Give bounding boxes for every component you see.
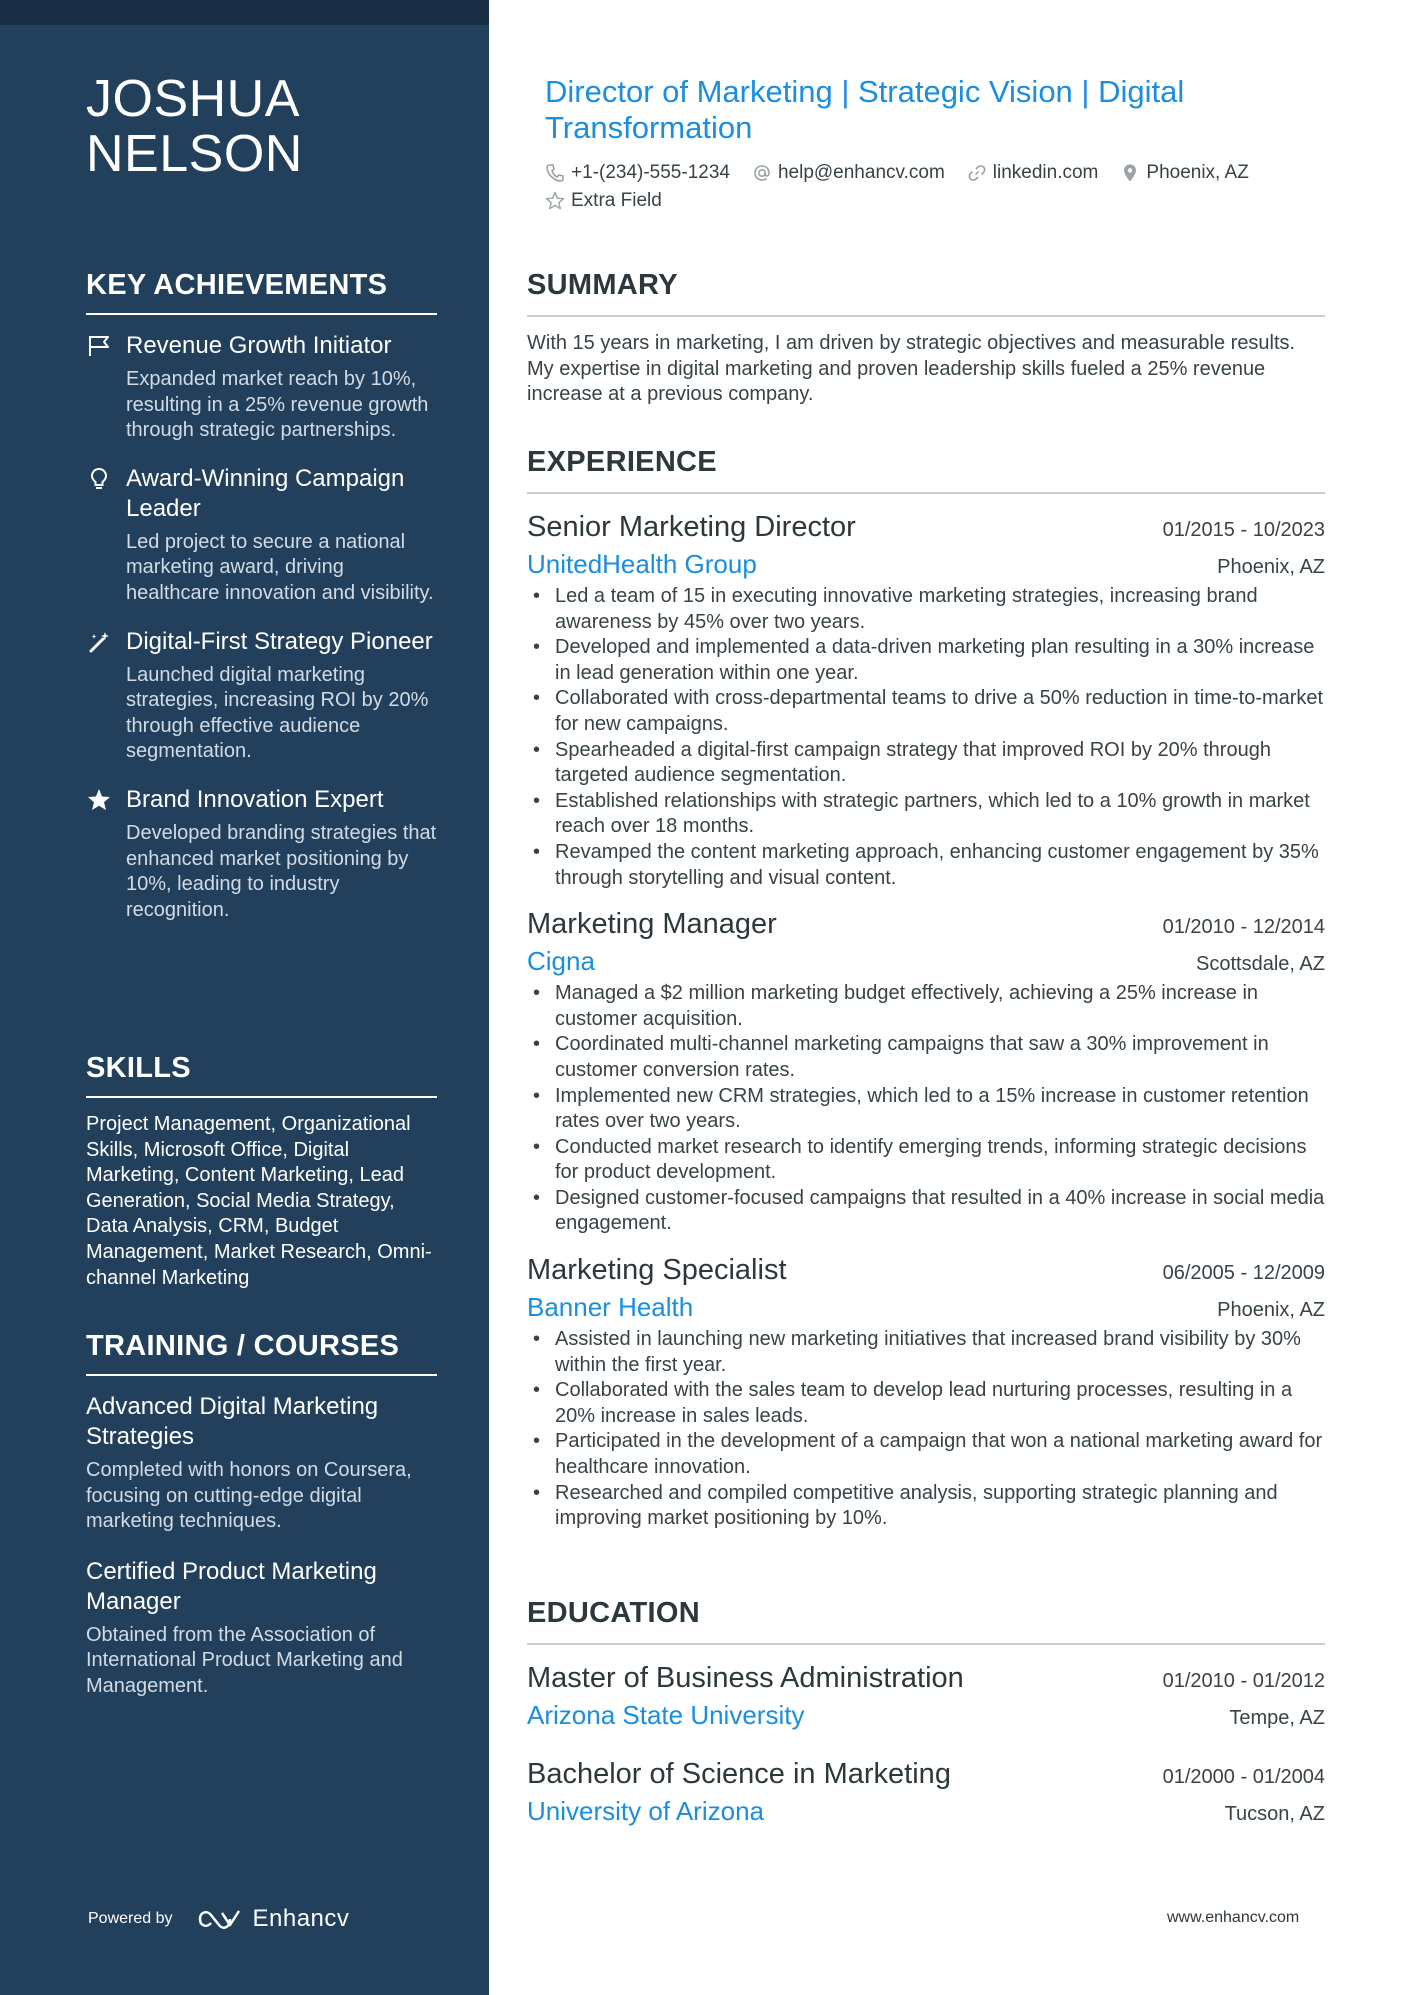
powered-by-label: Powered by [88,1910,173,1927]
achievement-title: Revenue Growth Initiator [126,332,392,359]
achievement-item [86,331,437,444]
job-dates: 01/2010 - 12/2014 [1162,916,1325,939]
candidate-name [86,72,466,182]
course-title: Advanced Digital Marketing Strategies [86,1393,379,1450]
contact-text: Phoenix, AZ [1146,162,1249,183]
contact-email[interactable] [752,162,945,184]
education-section [527,1595,1325,1829]
education-dates: 01/2000 - 01/2004 [1162,1766,1325,1788]
bullet-item: • Researched and compiled competitive analysis, supporting strategic planning and improving market positioning by 10%. [527,1481,1325,1532]
course-item [86,1392,437,1535]
powered-by [88,1905,349,1933]
bullet-item: • Designed customer-focused campaigns that resulted in a 40% increase in social media engagement. [527,1186,1325,1237]
job-entry [527,1251,1325,1532]
school: University of Arizona [527,1796,764,1826]
training-section [86,1328,437,1700]
achievement-title: Brand Innovation Expert [126,785,384,813]
job-location: Phoenix, AZ [1217,556,1325,578]
degree: Master of Business Administration [527,1662,964,1694]
bullet-item: • Collaborated with the sales team to develop lead nurturing processes, resulting in a 20% increase in sales leads. [527,1378,1325,1429]
bullet-item: • Coordinated multi-channel marketing campaigns that saw a 30% improvement in customer conversion rates. [527,1032,1325,1083]
bullet-item: • Spearheaded a digital-first campaign strategy that improved ROI by 20% through targeted audience segmentation. [527,738,1325,789]
job-entry [527,508,1325,891]
job-dates: 01/2015 - 10/2023 [1162,519,1325,541]
job-dates: 06/2005 - 12/2009 [1162,1262,1325,1285]
contact-text: Extra Field [571,190,662,211]
achievement-description: Developed branding strategies that enhanced market positioning by 10%, leading to industry recognition. [126,821,437,921]
bullet-item: • Managed a $2 million marketing budget effectively, achieving a 25% increase in customer acquisition. [527,981,1325,1032]
location-icon [1120,163,1140,183]
sidebar [0,0,489,1995]
contact-phone[interactable] [545,162,730,184]
education-dates: 01/2010 - 01/2012 [1162,1670,1325,1692]
section-title: EDUCATION [527,1595,1325,1645]
bullet-item: • Implemented new CRM strategies, which led to a 15% increase in customer retention rates over two years. [527,1084,1325,1135]
enhancv-logo-icon [197,1906,243,1932]
bullet-item: • Developed and implemented a data-driven marketing plan resulting in a 30% increase in lead generation within one year. [527,635,1325,686]
skills-list: Project Management, Organizational Skills, Microsoft Office, Digital Marketing, Content Marketing, Lead Generation, Social Media Strategy, Data Analysis, CRM, Budget Management, Market Research, Omni-channel Marketing [86,1113,432,1289]
contact-text: +1-(234)-555-1234 [571,162,730,183]
flag-icon [86,333,112,359]
phone-icon [545,163,565,183]
contact-text: help@enhancv.com [777,162,945,183]
education-entry [527,1659,1325,1733]
key-achievements-section [86,267,437,923]
degree: Bachelor of Science in Marketing [527,1758,951,1790]
education-location: Tempe, AZ [1229,1707,1325,1729]
achievement-description: Led project to secure a national marketing award, driving healthcare innovation and visibility. [126,530,434,604]
achievement-description: Expanded market reach by 10%, resulting in a 25% revenue growth through strategic partnerships. [126,368,429,442]
achievement-title: Digital-First Strategy Pioneer [126,627,433,655]
job-title: Marketing Specialist [527,1254,787,1287]
job-location: Phoenix, AZ [1217,1299,1325,1322]
bullet-item: • Participated in the development of a campaign that won a national marketing award for healthcare innovation. [527,1429,1325,1480]
last-name: NELSON [86,125,303,183]
job-company: UnitedHealth Group [527,549,757,579]
bullet-item: • Assisted in launching new marketing initiatives that increased brand visibility by 30% within the first year. [527,1327,1325,1378]
job-location: Scottsdale, AZ [1196,953,1325,976]
school: Arizona State University [527,1700,805,1730]
job-title: Marketing Manager [527,908,777,941]
contact-link[interactable] [967,162,1099,184]
first-name: JOSHUA [86,70,300,128]
achievement-title: Award-Winning Campaign Leader [126,464,405,522]
magic-wand-icon [86,629,112,655]
achievement-description: Launched digital marketing strategies, increasing ROI by 20% through effective audience segmentation. [126,663,429,763]
headline: Director of Marketing | Strategic Vision | Digital Transformation [545,74,1185,145]
course-title: Certified Product Marketing Manager [86,1557,377,1615]
summary-text: With 15 years in marketing, I am driven by strategic objectives and measurable results. My expertise in digital marketing and proven leadership skills fueled a 25% revenue increase at a previous company. [527,332,1296,406]
section-title: SUMMARY [527,267,1325,317]
bullet-item: • Established relationships with strategic partners, which led to a 10% growth in market reach over 18 months. [527,789,1325,840]
star-icon [86,787,112,813]
experience-section [527,444,1325,1532]
course-description: Completed with honors on Coursera, focusing on cutting-edge digital marketing techniques. [86,1459,412,1533]
section-title: TRAINING / COURSES [86,1328,437,1376]
job-bullets [527,981,1325,1237]
course-item [86,1557,437,1700]
at-icon [752,163,772,183]
bullet-item: • Collaborated with cross-departmental teams to drive a 50% reduction in time-to-market for new campaigns. [527,686,1325,737]
job-title: Senior Marketing Director [527,511,856,543]
skills-section [86,1050,437,1291]
sidebar-top-bar [0,0,489,25]
star-outline-icon [545,191,565,211]
contact-text: linkedin.com [992,162,1099,183]
contact-location [1120,162,1248,184]
job-bullets [527,584,1325,891]
job-entry [527,905,1325,1237]
contact-bar [545,162,1315,212]
education-entry [527,1755,1325,1829]
achievement-item [86,627,437,765]
lightbulb-icon [86,466,112,492]
section-title: EXPERIENCE [527,444,1325,494]
job-company: Banner Health [527,1292,694,1323]
enhancv-brand: Enhancv [252,1905,350,1932]
achievement-item [86,785,437,923]
bullet-item: • Conducted market research to identify emerging trends, informing strategic decisions for product development. [527,1135,1325,1186]
link-icon [967,163,987,183]
education-location: Tucson, AZ [1224,1803,1325,1825]
job-bullets [527,1327,1325,1532]
job-company: Cigna [527,946,595,977]
section-title: KEY ACHIEVEMENTS [86,267,437,315]
achievement-item [86,464,437,607]
summary-section [527,267,1325,408]
course-description: Obtained from the Association of International Product Marketing and Management. [86,1623,403,1697]
footer-url[interactable]: www.enhancv.com [1167,1909,1300,1926]
section-title: SKILLS [86,1050,437,1098]
bullet-item: • Led a team of 15 in executing innovative marketing strategies, increasing brand awareness by 45% over two years. [527,584,1325,635]
bullet-item: • Revamped the content marketing approach, enhancing customer engagement by 35% through storytelling and visual content. [527,840,1325,891]
contact-extra [545,190,662,212]
